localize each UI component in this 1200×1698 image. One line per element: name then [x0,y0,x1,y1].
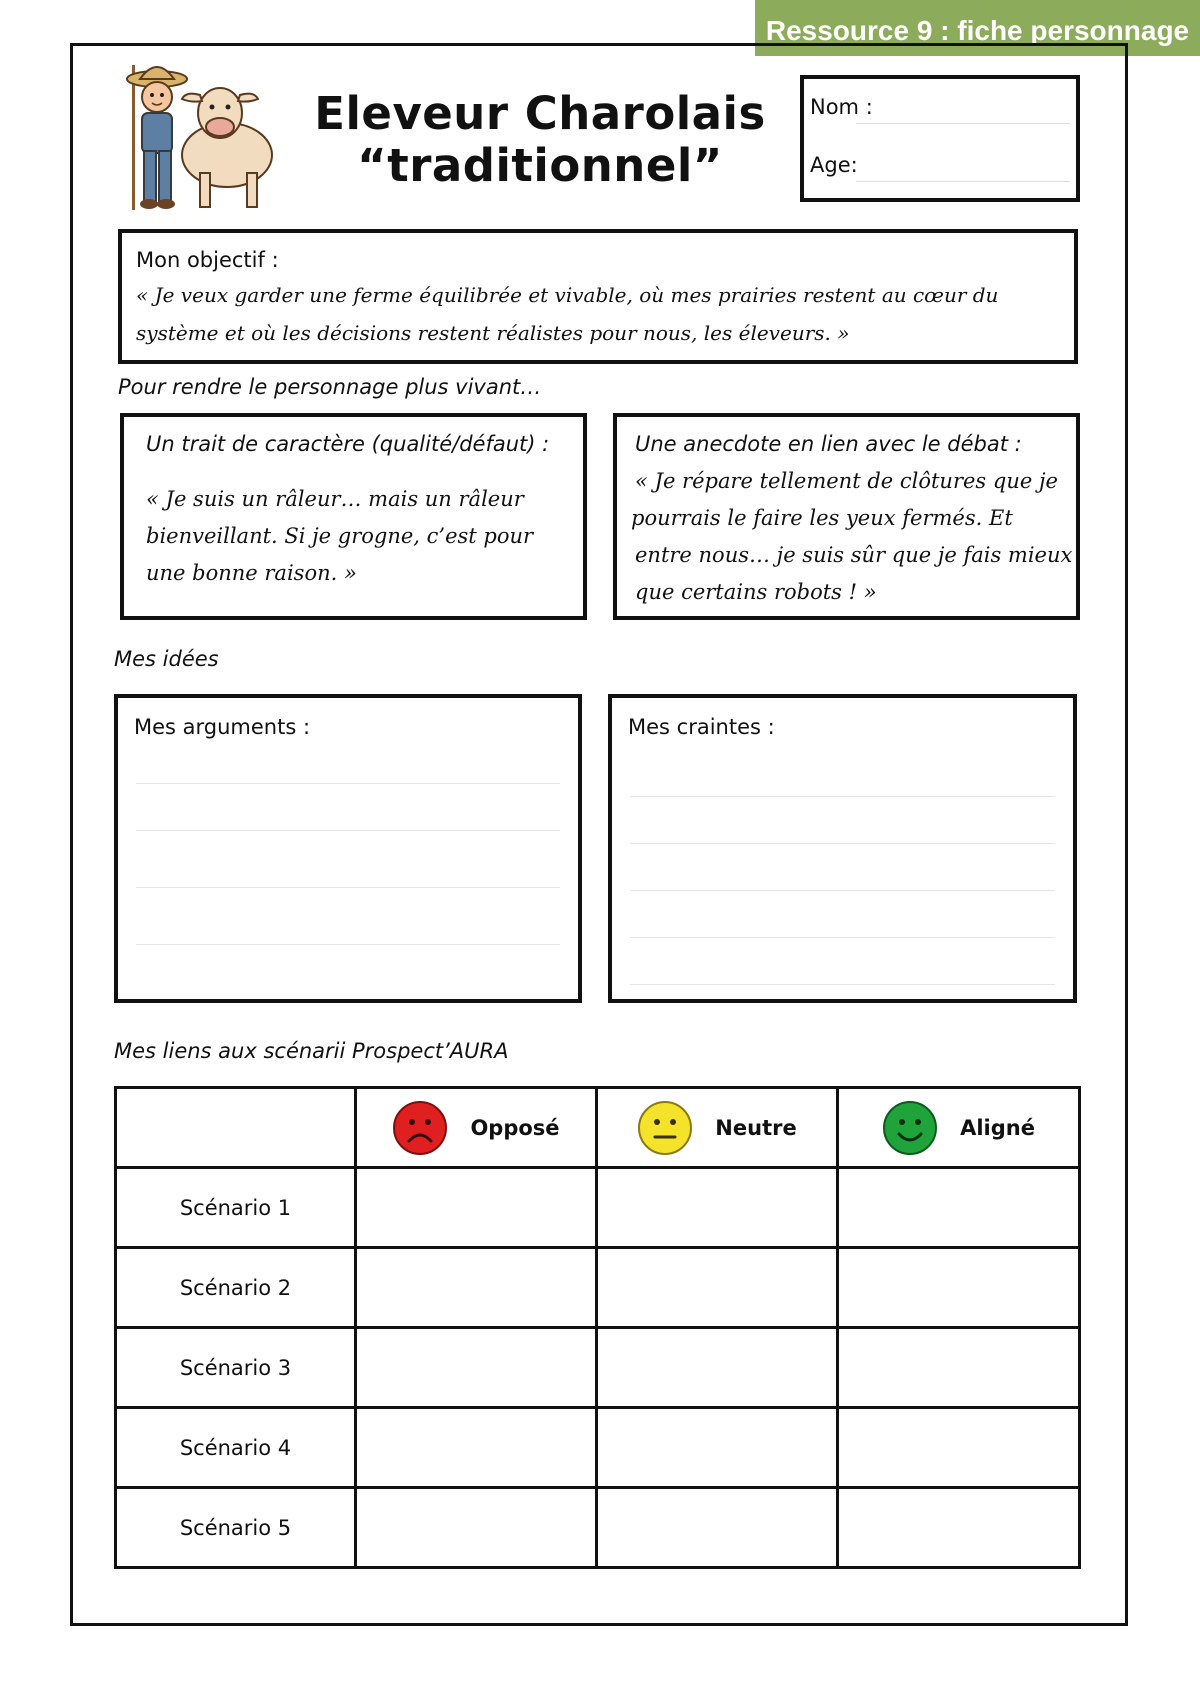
fears-writing-line[interactable] [630,843,1055,844]
sad-face-icon [392,1100,448,1156]
choice-cell-neutre[interactable] [597,1408,838,1488]
column-header-oppose [356,1088,597,1168]
neutral-face-icon [637,1100,693,1156]
choice-cell-oppose[interactable] [356,1168,597,1248]
column-header-aligne [838,1088,1080,1168]
row-label: Scénario 1 [116,1168,356,1248]
anecdote-box [613,413,1080,620]
fears-writing-line[interactable] [630,890,1055,891]
arguments-box [114,694,582,1003]
table-row [116,1488,1080,1568]
choice-cell-aligne[interactable] [838,1328,1080,1408]
anecdote-text-line-4: que certains robots ! » [635,580,877,604]
choice-cell-neutre[interactable] [597,1168,838,1248]
fears-box [608,694,1077,1003]
arguments-writing-line[interactable] [136,783,560,784]
row-label: Scénario 4 [116,1408,356,1488]
trait-label: Un trait de caractère (qualité/défaut) : [146,432,550,456]
happy-face-icon [882,1100,938,1156]
page-title [300,88,780,192]
table-row [116,1248,1080,1328]
trait-text-line-1: « Je suis un râleur… mais un râleur [146,487,524,511]
objective-text-line-1: « Je veux garder une ferme équilibrée et vivable, où mes prairies restent au cœur du [136,283,999,307]
choice-cell-neutre[interactable] [597,1248,838,1328]
row-label: Scénario 5 [116,1488,356,1568]
vivid-heading: Pour rendre le personnage plus vivant… [118,375,542,399]
fears-label: Mes craintes : [628,715,775,739]
table-corner-cell [116,1088,356,1168]
anecdote-text-line-2: pourrais le faire les yeux fermés. Et [631,506,1013,530]
scenario-table [114,1086,1081,1569]
choice-cell-oppose[interactable] [356,1248,597,1328]
name-label: Nom : [810,95,873,119]
column-header-neutre [597,1088,838,1168]
table-row [116,1168,1080,1248]
choice-cell-oppose[interactable] [356,1328,597,1408]
table-row [116,1328,1080,1408]
fears-writing-line[interactable] [630,984,1055,985]
title-line-1: Eleveur Charolais [314,87,766,140]
scenarios-heading: Mes liens aux scénarii Prospect’AURA [114,1039,509,1063]
choice-cell-aligne[interactable] [838,1408,1080,1488]
anecdote-text-line-1: « Je répare tellement de clôtures que je [635,469,1058,493]
resource-tag: Ressource 9 : fiche personnage [755,0,1200,56]
objective-box [118,229,1078,364]
choice-cell-neutre[interactable] [597,1488,838,1568]
farmer-cow-illustration [112,55,282,215]
age-field[interactable] [856,181,1070,182]
arguments-label: Mes arguments : [134,715,311,739]
choice-cell-aligne[interactable] [838,1168,1080,1248]
table-row [116,1408,1080,1488]
fears-writing-line[interactable] [630,937,1055,938]
ideas-heading: Mes idées [114,647,219,671]
column-label-oppose: Opposé [470,1115,560,1140]
column-label-aligne: Aligné [960,1115,1035,1140]
fears-writing-line[interactable] [630,796,1055,797]
choice-cell-neutre[interactable] [597,1328,838,1408]
column-label-neutre: Neutre [715,1115,797,1140]
title-line-2: “traditionnel” [357,139,723,192]
choice-cell-oppose[interactable] [356,1488,597,1568]
name-field[interactable] [856,123,1070,124]
trait-box [120,413,587,620]
trait-text-line-3: une bonne raison. » [146,561,357,585]
table-header-row [116,1088,1080,1168]
choice-cell-aligne[interactable] [838,1488,1080,1568]
anecdote-label: Une anecdote en lien avec le débat : [635,432,1022,456]
identity-box [800,75,1080,202]
choice-cell-oppose[interactable] [356,1408,597,1488]
choice-cell-aligne[interactable] [838,1248,1080,1328]
arguments-writing-line[interactable] [136,830,560,831]
age-label: Age: [810,153,858,177]
row-label: Scénario 2 [116,1248,356,1328]
objective-label: Mon objectif : [136,248,279,272]
arguments-writing-line[interactable] [136,944,560,945]
arguments-writing-line[interactable] [136,887,560,888]
trait-text-line-2: bienveillant. Si je grogne, c’est pour [146,524,534,548]
row-label: Scénario 3 [116,1328,356,1408]
anecdote-text-line-3: entre nous… je suis sûr que je fais mieux [635,543,1073,567]
objective-text-line-2: système et où les décisions restent réalistes pour nous, les éleveurs. » [136,321,850,345]
